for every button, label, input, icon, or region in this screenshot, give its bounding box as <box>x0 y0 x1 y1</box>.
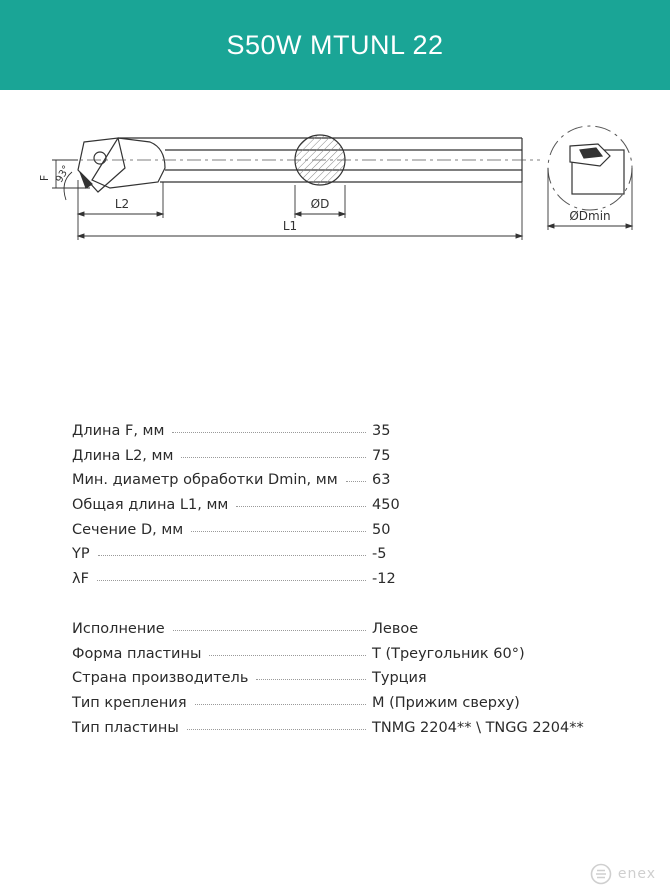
spec-value: -12 <box>372 571 396 588</box>
dot-leader <box>256 679 366 680</box>
spec-row <box>72 472 612 497</box>
spec-label: Тип пластины <box>72 719 179 736</box>
spec-value: 50 <box>372 521 391 538</box>
spec-group-properties <box>72 621 612 744</box>
dot-leader <box>97 580 366 581</box>
spec-value: M (Прижим сверху) <box>372 694 520 711</box>
dot-leader <box>181 457 366 458</box>
spec-row <box>72 720 612 745</box>
spec-label: Длина F, мм <box>72 423 165 439</box>
spec-value: T (Треугольник 60°) <box>372 645 525 662</box>
spec-label: Мин. диаметр обработки Dmin, мм <box>72 472 338 489</box>
spec-label: Длина L2, мм <box>72 447 174 464</box>
spec-value: 35 <box>372 423 391 439</box>
spec-label: Исполнение <box>72 620 165 637</box>
spec-value: 450 <box>372 497 400 514</box>
spec-row <box>72 571 612 596</box>
spec-row <box>72 670 612 695</box>
spec-label: Страна производитель <box>72 670 249 687</box>
dim-l1-label: L1 <box>282 219 298 233</box>
dim-f-label: F <box>38 174 51 182</box>
spec-row <box>72 423 612 448</box>
dot-leader <box>346 481 366 482</box>
spec-label: Общая длина L1, мм <box>72 497 229 514</box>
angle-label: 93° <box>54 163 73 185</box>
spec-group-dimensions <box>72 423 612 596</box>
spec-row <box>72 497 612 522</box>
spec-label: Форма пластины <box>72 645 202 662</box>
dot-leader <box>173 630 366 631</box>
dot-leader <box>195 704 366 705</box>
spec-value: 75 <box>372 447 391 464</box>
dot-leader <box>191 531 366 532</box>
dim-dmin-label: ØDmin <box>569 209 611 223</box>
spec-table <box>72 423 612 769</box>
tool-drawing <box>0 120 670 250</box>
dot-leader <box>187 729 366 730</box>
page-title: S50W MTUNL 22 <box>226 29 444 60</box>
spec-row <box>72 646 612 671</box>
dot-leader <box>172 432 366 433</box>
spec-value: -5 <box>372 546 387 563</box>
dim-l2-label: L2 <box>114 197 130 211</box>
brand-logo <box>590 863 656 885</box>
page-header <box>0 0 670 90</box>
spec-row <box>72 448 612 473</box>
dot-leader <box>98 555 366 556</box>
spec-value: TNMG 2204** \ TNGG 2204** <box>372 719 584 736</box>
spec-label: Сечение D, мм <box>72 521 184 538</box>
spec-row <box>72 546 612 571</box>
spec-label: Тип крепления <box>72 694 187 711</box>
spec-label: YP <box>72 546 90 563</box>
spec-row <box>72 522 612 547</box>
spec-value: Турция <box>372 670 427 687</box>
dot-leader <box>236 506 366 507</box>
spec-label: λF <box>72 571 89 588</box>
spec-value: Левое <box>372 620 419 637</box>
brand-logo-text: enex <box>617 866 656 882</box>
spec-row <box>72 621 612 646</box>
spec-value: 63 <box>372 472 391 489</box>
dot-leader <box>209 655 366 656</box>
spec-row <box>72 695 612 720</box>
brand-mark-icon <box>590 863 612 885</box>
dim-d-label: ØD <box>310 197 330 211</box>
